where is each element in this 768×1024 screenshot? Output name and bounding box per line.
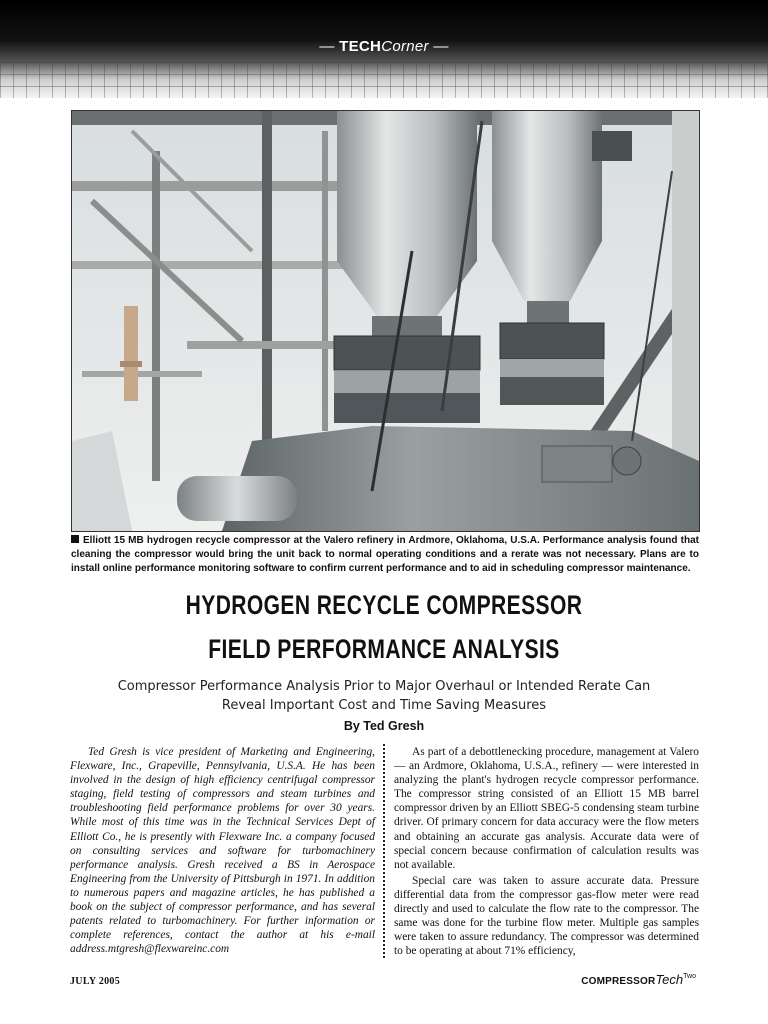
compressor-photo: [71, 110, 700, 532]
caption-text: Elliott 15 MB hydrogen recycle compressor at the Valero refinery in Ardmore, Oklahoma, U.S.A. Performance analysis found that cleaning the compressor would bring the unit back to normal operating conditions and a rerate was not necessary. Plans are to install online performance monitoring software to confirm current performance and to aid in scheduling compressor maintenance.: [71, 535, 699, 574]
subtitle-line2: Reveal Important Cost and Time Saving Measures: [221, 698, 547, 713]
issue-date: JULY 2005: [70, 976, 121, 987]
header-grid: [0, 62, 768, 98]
brand-two: Two: [683, 973, 696, 980]
article-title-line1: HYDROGEN RECYCLE COMPRESSOR: [185, 590, 583, 620]
section-title: — TECHCorner —: [319, 38, 449, 55]
caption-bullet-icon: [71, 535, 79, 543]
column-divider: [383, 744, 385, 958]
section-title-corner: Corner: [381, 38, 429, 55]
photo-caption: [71, 534, 699, 576]
article-subtitle: [60, 677, 708, 715]
body-paragraph-2: Special care was taken to assure accurate data. Pressure differential data from the compressor gas-flow meter were read directly and used to calculate the flow rate to the compressor. The same was done for the turbine flow meter. Multiple gas samples were taken to assure redundancy. The compressor was determined to be operating at about 71% efficiency,: [394, 874, 699, 958]
article-title-line2: FIELD PERFORMANCE ANALYSIS: [208, 634, 560, 664]
brand-compressor: COMPRESSOR: [581, 976, 656, 987]
article-body: [394, 745, 699, 960]
subtitle-line1: Compressor Performance Analysis Prior to Major Overhaul or Intended Rerate Can: [117, 679, 651, 694]
magazine-brand: [581, 972, 696, 987]
byline: By Ted Gresh: [343, 719, 425, 733]
body-paragraph-1: As part of a debottlenecking procedure, management at Valero — an Ardmore, Oklahoma, U.S.A., refinery — were interested in analyzing the plant's hydrogen recycle compressor performance. The compressor string consisted of an Elliott 15 MB barrel compressor driven by an Elliott SBEG-5 condensing steam turbine driver. Of primary concern for data accuracy were the flow meters and obtaining an accurate gas analysis. Accurate data were of special concern because confirmation of calculation results was not available.: [394, 746, 699, 871]
brand-tech: Tech: [655, 972, 684, 987]
author-bio: Ted Gresh is vice president of Marketing and Engineering, Flexware, Inc., Grapeville, Pennsylvania, U.S.A. He has been involved in the design of high efficiency centrifugal compressor staging, field testing of compressors and steam turbines and troubleshooting field performance problems for over 30 years. While most of this time was in the Technical Services Dept of Elliott Co., he is presently with Flexware Inc. a company focused on consulting services and software for turbomachinery performance analysis. Gresh received a BS in Aerospace Engineering from the University of Pittsburgh in 1971. In addition to numerous papers and magazine articles, he has published a book on the subject of compressor performance, and has several patents related to turbomachinery. For further information or complete references, contact the author at his e-mail address.mtgresh@flexwareinc.com: [70, 746, 375, 956]
section-title-tech: TECH: [339, 38, 382, 55]
